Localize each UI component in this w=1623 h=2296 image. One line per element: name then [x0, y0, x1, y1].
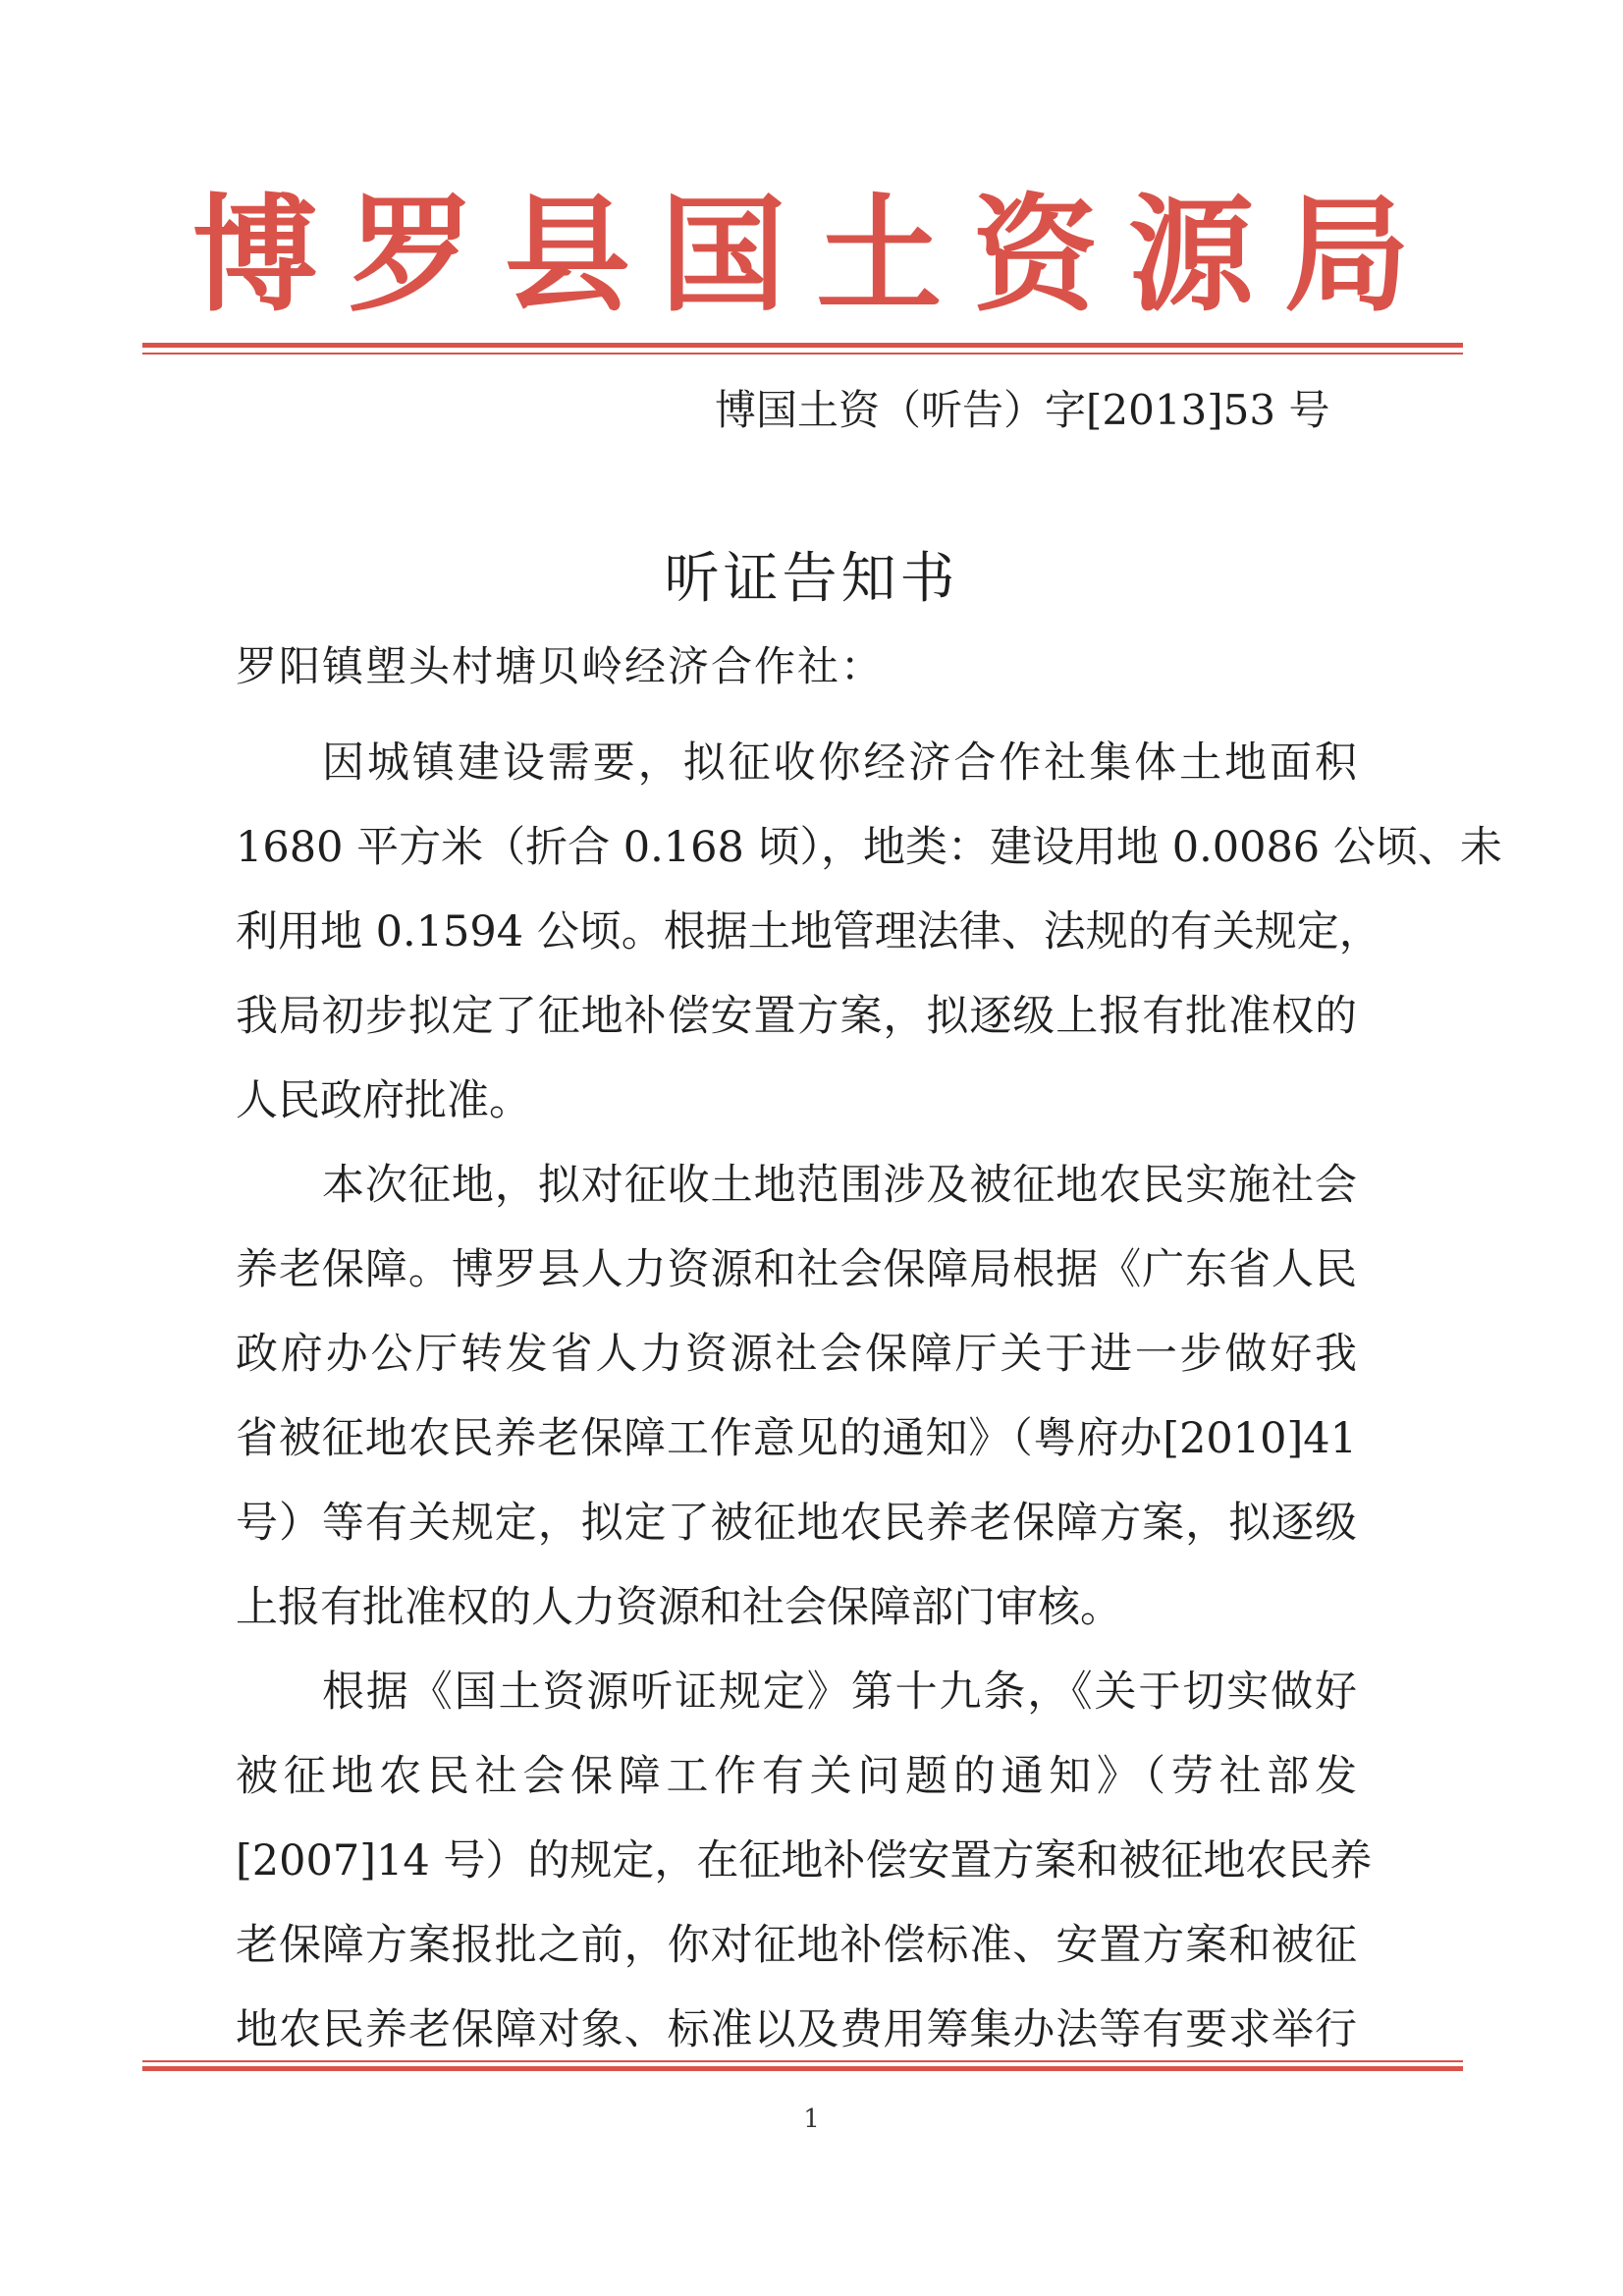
- body-line: [2007]14 号）的规定，在征地补偿安置方案和被征地农民养: [236, 1836, 1373, 1886]
- letterhead-char: 博: [192, 182, 319, 329]
- body-line: 1680 平方米（折合 0.168 顷），地类：建设用地 0.0086 公顷、未: [236, 823, 1502, 872]
- letterhead-char: 罗: [348, 182, 474, 329]
- body-line: 号）等有关规定，拟定了被征地农民养老保障方案，拟逐级: [236, 1499, 1357, 1548]
- letterhead-char: 源: [1128, 182, 1255, 329]
- footer-divider-thin: [142, 2060, 1463, 2062]
- document-title: 听证告知书: [664, 547, 959, 611]
- header-divider-thin: [142, 353, 1463, 355]
- body-line: 本次征地，拟对征收土地范围涉及被征地农民实施社会: [322, 1161, 1357, 1210]
- body-line: 因城镇建设需要，拟征收你经济合作社集体土地面积: [322, 738, 1357, 788]
- page-number: 1: [803, 2105, 820, 2134]
- salutation: 罗阳镇塱头村塘贝岭经济合作社：: [236, 642, 885, 690]
- letterhead-char: 资: [972, 182, 1099, 329]
- body-line: 上报有批准权的人力资源和社会保障部门审核。: [236, 1583, 1122, 1632]
- body-line: 省被征地农民养老保障工作意见的通知》（粤府办[2010]41: [236, 1414, 1357, 1463]
- body-line: 被征地农民社会保障工作有关问题的通知》（劳社部发: [236, 1752, 1357, 1801]
- body-line: 根据《国土资源听证规定》第十九条，《关于切实做好: [322, 1667, 1357, 1717]
- body-line: 利用地 0.1594 公顷。根据土地管理法律、法规的有关规定，: [236, 907, 1381, 957]
- body-line: 老保障方案报批之前，你对征地补偿标准、安置方案和被征: [236, 1921, 1357, 1970]
- letterhead-char: 局: [1283, 182, 1410, 329]
- letterhead-char: 国: [660, 182, 786, 329]
- letterhead-char: 土: [816, 182, 943, 329]
- letterhead-char: 县: [504, 182, 630, 329]
- letterhead-title: [192, 182, 1410, 329]
- body-text: [236, 721, 1502, 2072]
- body-line: 人民政府批准。: [236, 1076, 531, 1125]
- body-line: 政府办公厅转发省人力资源社会保障厅关于进一步做好我: [236, 1330, 1357, 1379]
- body-line: 养老保障。博罗县人力资源和社会保障局根据《广东省人民: [236, 1245, 1357, 1294]
- footer-divider-thick: [142, 2066, 1463, 2071]
- document-number: 博国土资（听告）字[2013]53 号: [715, 386, 1330, 434]
- header-divider-thick: [142, 343, 1463, 348]
- body-line: 地农民养老保障对象、标准以及费用筹集办法等有要求举行: [236, 2005, 1357, 2054]
- body-line: 我局初步拟定了征地补偿安置方案，拟逐级上报有批准权的: [236, 992, 1357, 1041]
